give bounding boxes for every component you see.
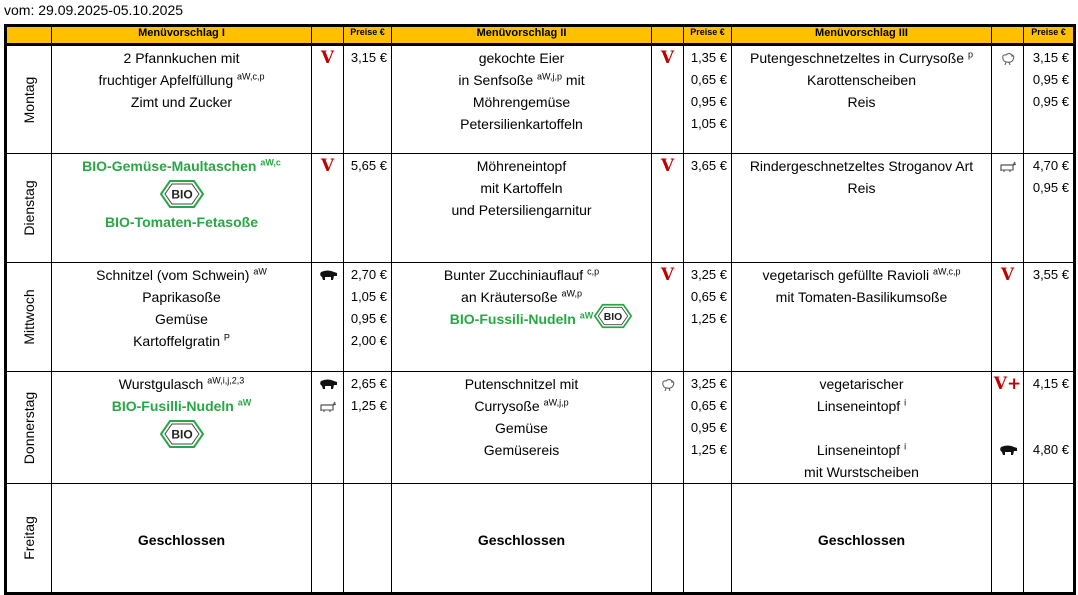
vegetarian-icon: V [320, 48, 335, 68]
monday-icons2 [652, 45, 684, 154]
thursday-prices3: 4,15 € 4,80 € [1024, 372, 1075, 484]
friday-menu2: Geschlossen [392, 484, 652, 594]
friday-icons3 [992, 484, 1024, 594]
day-tuesday: Dienstag [6, 154, 52, 263]
monday-menu1: 2 Pfannkuchen mit fruchtiger Apfelfüllung $^{aW,c,p}$ Zimt und Zucker [52, 45, 312, 154]
friday-prices1 [344, 484, 392, 594]
tuesday-menu1: BIO-Gemüse-Maultaschen $^{aW,c}$ BIO BIO-Tomaten-Fetasoße [52, 154, 312, 263]
day-wednesday: Mittwoch [6, 263, 52, 372]
header-menu2: Menüvorschlag II [392, 26, 652, 45]
day-thursday: Donnerstag [6, 372, 52, 484]
header-icon3 [992, 26, 1024, 45]
monday-icons1 [312, 45, 344, 154]
friday-menu1: Geschlossen [52, 484, 312, 594]
tuesday-icons3 [992, 154, 1024, 263]
tuesday-menu2: Möhreneintopf mit Kartoffeln und Petersiliengarnitur [392, 154, 652, 263]
vegetarian-icon: V [1000, 265, 1015, 285]
header-price1: Preise € [344, 26, 392, 45]
monday-prices3: 3,15 € 0,95 € 0,95 € [1024, 45, 1075, 154]
thursday-menu1: Wurstgulasch $^{aW,i,j,2,3}$ BIO-Fusilli-Nudeln $^{aW}$ BIO [52, 372, 312, 484]
row-wednesday [6, 263, 1075, 372]
thursday-icons1 [312, 372, 344, 484]
svg-text:BIO: BIO [170, 427, 193, 442]
svg-text:BIO: BIO [603, 311, 623, 323]
header-icon1 [312, 26, 344, 45]
friday-prices3 [1024, 484, 1075, 594]
bio-logo [52, 177, 311, 211]
thursday-icons3 [992, 372, 1024, 484]
pig-icon [312, 264, 343, 286]
monday-menu2: gekochte Eier in Senfsoße $^{aW,j,p}$ mit Möhrengemüse Petersilienkartoffeln [392, 45, 652, 154]
monday-prices2: 1,35 € 0,65 € 0,95 € 1,05 € [684, 45, 732, 154]
wednesday-menu3: vegetarisch gefüllte Ravioli $^{aW,c,p}$ mit Tomaten-Basilikumsoße [732, 263, 992, 372]
wednesday-menu1: Schnitzel (vom Schwein) $^{aW}$ Paprikasoße Gemüse Kartoffelgratin $^P$ [52, 263, 312, 372]
friday-menu3: Geschlossen [732, 484, 992, 594]
vegetarian-icon: V [660, 48, 675, 68]
tuesday-icons1 [312, 154, 344, 263]
friday-prices2 [684, 484, 732, 594]
vegetarian-icon: V [660, 265, 675, 285]
header-day [6, 26, 52, 45]
thursday-menu2: Putenschnitzel mit Currysoße $^{aW,j,p}$ Gemüse Gemüsereis [392, 372, 652, 484]
wednesday-icons1 [312, 263, 344, 372]
header-price2: Preise € [684, 26, 732, 45]
vegetarian-icon: V [320, 156, 335, 176]
wednesday-icons2 [652, 263, 684, 372]
weekly-menu-table [4, 24, 1076, 595]
turkey-icon [652, 373, 683, 395]
wednesday-prices2: 3,25 € 0,65 € 1,25 € [684, 263, 732, 372]
tuesday-icons2 [652, 154, 684, 263]
bio-logo [593, 301, 633, 331]
monday-menu3: Putengeschnetzeltes in Currysoße $^p$ Karottenscheiben Reis [732, 45, 992, 154]
header-price3: Preise € [1024, 26, 1075, 45]
header-row [6, 26, 1075, 45]
day-friday: Freitag [6, 484, 52, 594]
date-range: vom: 29.09.2025-05.10.2025 [4, 2, 184, 18]
thursday-icons2 [652, 372, 684, 484]
wednesday-prices1: 2,70 € 1,05 € 0,95 € 2,00 € [344, 263, 392, 372]
wednesday-menu2: Bunter Zucchiniauflauf $^{c,p}$ an Kräutersoße $^{aW,p}$ BIO-Fussili-Nudeln $^{aW}$ BIO [392, 263, 652, 372]
tuesday-prices3: 4,70 € 0,95 € [1024, 154, 1075, 263]
vegetarian-icon: V [660, 156, 675, 176]
bio-logo [52, 417, 311, 451]
header-icon2 [652, 26, 684, 45]
wednesday-icons3 [992, 263, 1024, 372]
wednesday-prices3: 3,55 € [1024, 263, 1075, 372]
header-menu3: Menüvorschlag III [732, 26, 992, 45]
tuesday-prices2: 3,65 € [684, 154, 732, 263]
monday-prices1: 3,15 € [344, 45, 392, 154]
friday-icons1 [312, 484, 344, 594]
thursday-prices2: 3,25 € 0,65 € 0,95 € 1,25 € [684, 372, 732, 484]
row-friday [6, 484, 1075, 594]
pig-icon [312, 373, 343, 395]
thursday-menu3: vegetarischer Linseneintopf $^i$ Linseneintopf $^i$ mit Wurstscheiben [732, 372, 992, 484]
tuesday-prices1: 5,65 € [344, 154, 392, 263]
row-tuesday [6, 154, 1075, 263]
pig-icon [992, 439, 1023, 461]
friday-icons2 [652, 484, 684, 594]
turkey-icon [992, 47, 1023, 69]
row-thursday [6, 372, 1075, 484]
thursday-prices1: 2,65 € 1,25 € [344, 372, 392, 484]
row-monday [6, 45, 1075, 154]
cow-icon [992, 155, 1023, 177]
cow-icon [312, 395, 343, 417]
monday-icons3 [992, 45, 1024, 154]
day-monday: Montag [6, 45, 52, 154]
header-menu1: Menüvorschlag I [52, 26, 312, 45]
tuesday-menu3: Rindergeschnetzeltes Stroganov Art Reis [732, 154, 992, 263]
svg-text:BIO: BIO [170, 187, 193, 202]
vegan-icon: V+ [993, 374, 1022, 394]
